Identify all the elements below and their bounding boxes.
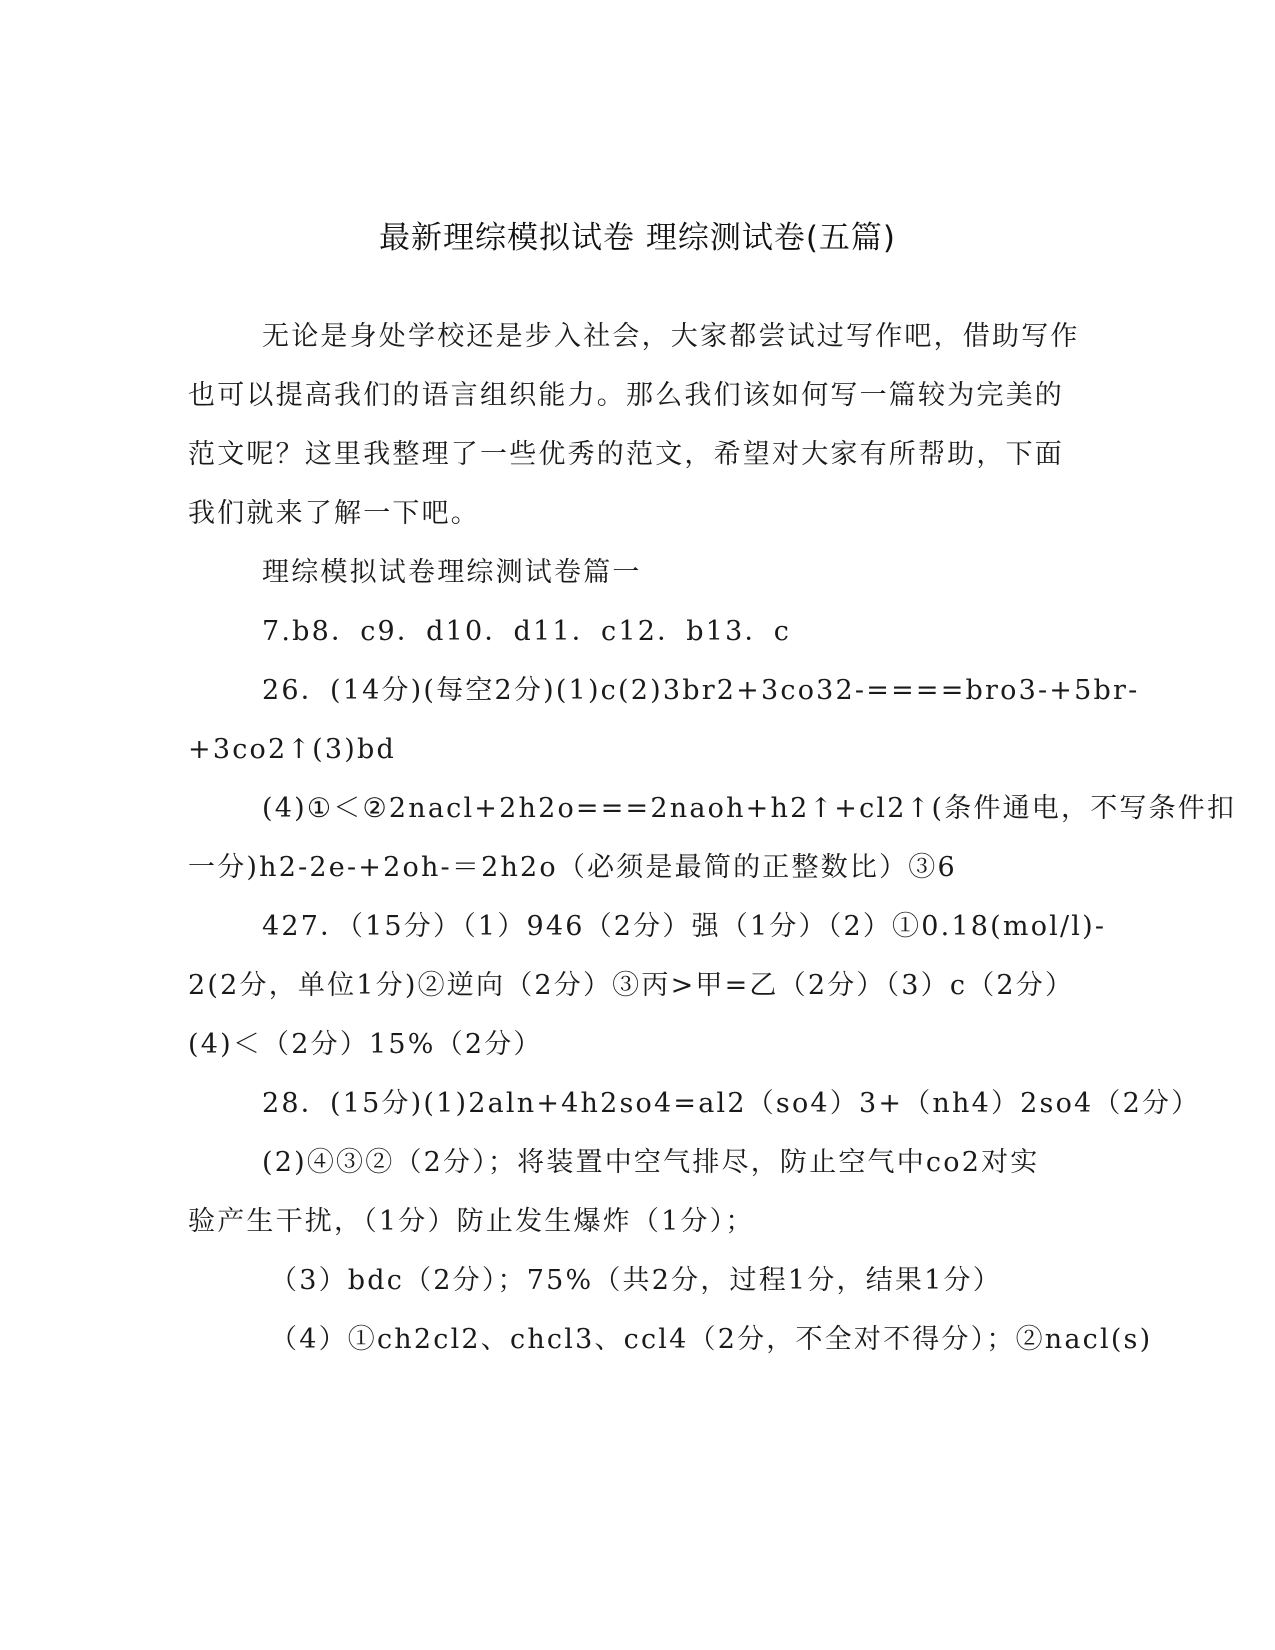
answer-line-26: 26．(14分)(每空2分)(1)c(2)3br2+3co32-====bro3-+5br- bbox=[262, 675, 1140, 706]
paragraph-line-3: 范文呢？这里我整理了一些优秀的范文，希望对大家有所帮助，下面 bbox=[188, 439, 1064, 470]
document-title: 最新理综模拟试卷 理综测试卷(五篇) bbox=[378, 220, 897, 256]
answer-line-26-4-cont: 一分)h2-2e-+2oh-＝2h2o（必须是最简的正整数比）③6 bbox=[188, 852, 957, 883]
answer-line-27: 427．（15分）（1）946（2分）强（1分）（2）①0.18(mol/l)- bbox=[262, 911, 1107, 942]
answer-line-28-2: (2)④③②（2分）；将装置中空气排尽，防止空气中co2对实 bbox=[262, 1147, 1040, 1178]
answer-line-choices: 7.b8．c9．d10．d11．c12．b13．c bbox=[262, 616, 792, 647]
answer-line-28-2-cont: 验产生干扰，（1分）防止发生爆炸（1分）； bbox=[188, 1206, 755, 1237]
paragraph-line-4: 我们就来了解一下吧。 bbox=[188, 498, 480, 529]
paragraph-line-2: 也可以提高我们的语言组织能力。那么我们该如何写一篇较为完美的 bbox=[188, 380, 1064, 411]
answer-line-26-4: (4)①＜②2nacl+2h2o===2naoh+h2↑+cl2↑(条件通电，不写条件扣 bbox=[262, 793, 1237, 824]
answer-line-26-cont: +3co2↑(3)bd bbox=[188, 734, 396, 765]
paragraph-line-1: 无论是身处学校还是步入社会，大家都尝试过写作吧，借助写作 bbox=[262, 321, 1080, 352]
answer-line-28-3: （3）bdc（2分）；75%（共2分，过程1分，结果1分） bbox=[270, 1265, 1002, 1296]
answer-line-28: 28．(15分)(1)2aln+4h2so4=al2（so4）3+（nh4）2so4（2分） bbox=[262, 1088, 1201, 1119]
answer-line-27-cont: 2(2分，单位1分)②逆向（2分）③丙>甲=乙（2分）（3）c（2分） bbox=[188, 970, 1075, 1001]
section-heading: 理综模拟试卷理综测试卷篇一 bbox=[262, 557, 642, 588]
answer-line-27-4: (4)＜（2分）15%（2分） bbox=[188, 1029, 543, 1060]
answer-line-28-4: （4）①ch2cl2、chcl3、ccl4（2分，不全对不得分）；②nacl(s) bbox=[270, 1324, 1153, 1355]
